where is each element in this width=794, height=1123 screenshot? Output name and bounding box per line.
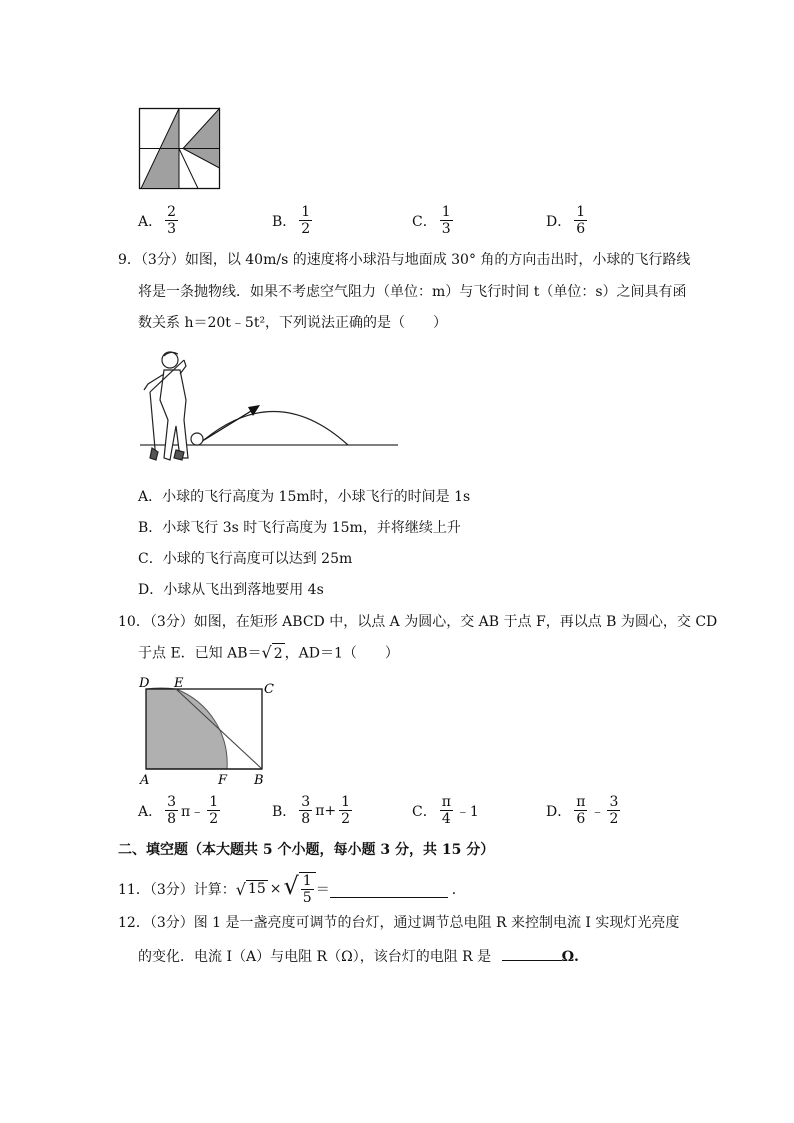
q9-option-a: A．小球的飞行高度为 15m时，小球飞行的时间是 1s	[138, 489, 471, 505]
q9-line3: 数关系 h＝20t﹣5t²，下列说法正确的是（ ）	[138, 315, 448, 331]
q9-line1: 9．（3分）如图，以 40m/s 的速度将小球沿与地面成 30° 角的方向击出时，小球的飞行路线	[118, 252, 691, 268]
q9-option-b: B．小球飞行 3s 时飞行高度为 15m，并将继续上升	[138, 520, 461, 536]
label-a: A	[140, 773, 150, 788]
q10-option-d: D． $\frac{\pi}{6}$ ﹣ $\frac{3}{2}$	[546, 794, 619, 827]
q8-option-c: C． $\frac{1}{3}$	[412, 204, 451, 237]
q8-option-b: B． $\frac{1}{2}$	[272, 204, 311, 237]
q10-option-b: B． $\frac{3}{8}$ π+ $\frac{1}{2}$	[272, 794, 351, 827]
q8-option-a: A． $\frac{2}{3}$	[138, 204, 177, 237]
q9-line2: 将是一条抛物线．如果不考虑空气阻力（单位：m）与飞行时间 t（单位：s）之间具有函	[138, 284, 687, 300]
q11-line: 11．（3分）计算： √ 15 × √ $\frac{1}{5}$ ＝ ．	[118, 872, 466, 906]
q8-option-d: D． $\frac{1}{6}$	[546, 204, 586, 237]
q11-answer-blank[interactable]	[330, 881, 448, 898]
label-c: C	[264, 682, 274, 697]
q12-line1: 12．（3分）图 1 是一盏亮度可调节的台灯，通过调节总电阻 R 来控制电流 I 实现灯光亮度	[118, 915, 680, 931]
q9-option-d: D．小球从飞出到落地要用 4s	[138, 582, 324, 598]
q10-option-c: C． $\frac{\pi}{4}$ ﹣1	[412, 794, 479, 827]
q8-figure	[138, 107, 222, 191]
q12-answer-blank[interactable]	[502, 944, 562, 961]
label-f: F	[218, 773, 228, 788]
q10-line1: 10．（3分）如图，在矩形 ABCD 中，以点 A 为圆心，交 AB 于点 F，再以点 B 为圆心，交 CD	[118, 614, 718, 630]
q10-option-a: A． $\frac{3}{8}$ π﹣ $\frac{1}{2}$	[138, 794, 219, 827]
section-title: 二、填空题（本大题共 5 个小题，每小题 3 分，共 15 分）	[118, 842, 495, 858]
q9-golfer-figure	[140, 340, 402, 472]
q12-line2: 的变化．电流 I（A）与电阻 R（Ω），该台灯的电阻 R 是 Ω.	[138, 944, 579, 967]
q9-option-c: C．小球的飞行高度可以达到 25m	[138, 551, 353, 567]
q10-rectangle-figure	[136, 674, 280, 788]
label-e: E	[174, 676, 184, 691]
label-d: D	[139, 676, 150, 691]
q10-line2: 于点 E．已知 AB＝ √ 2 ，AD＝1（ ）	[138, 643, 399, 662]
label-b: B	[254, 773, 264, 788]
